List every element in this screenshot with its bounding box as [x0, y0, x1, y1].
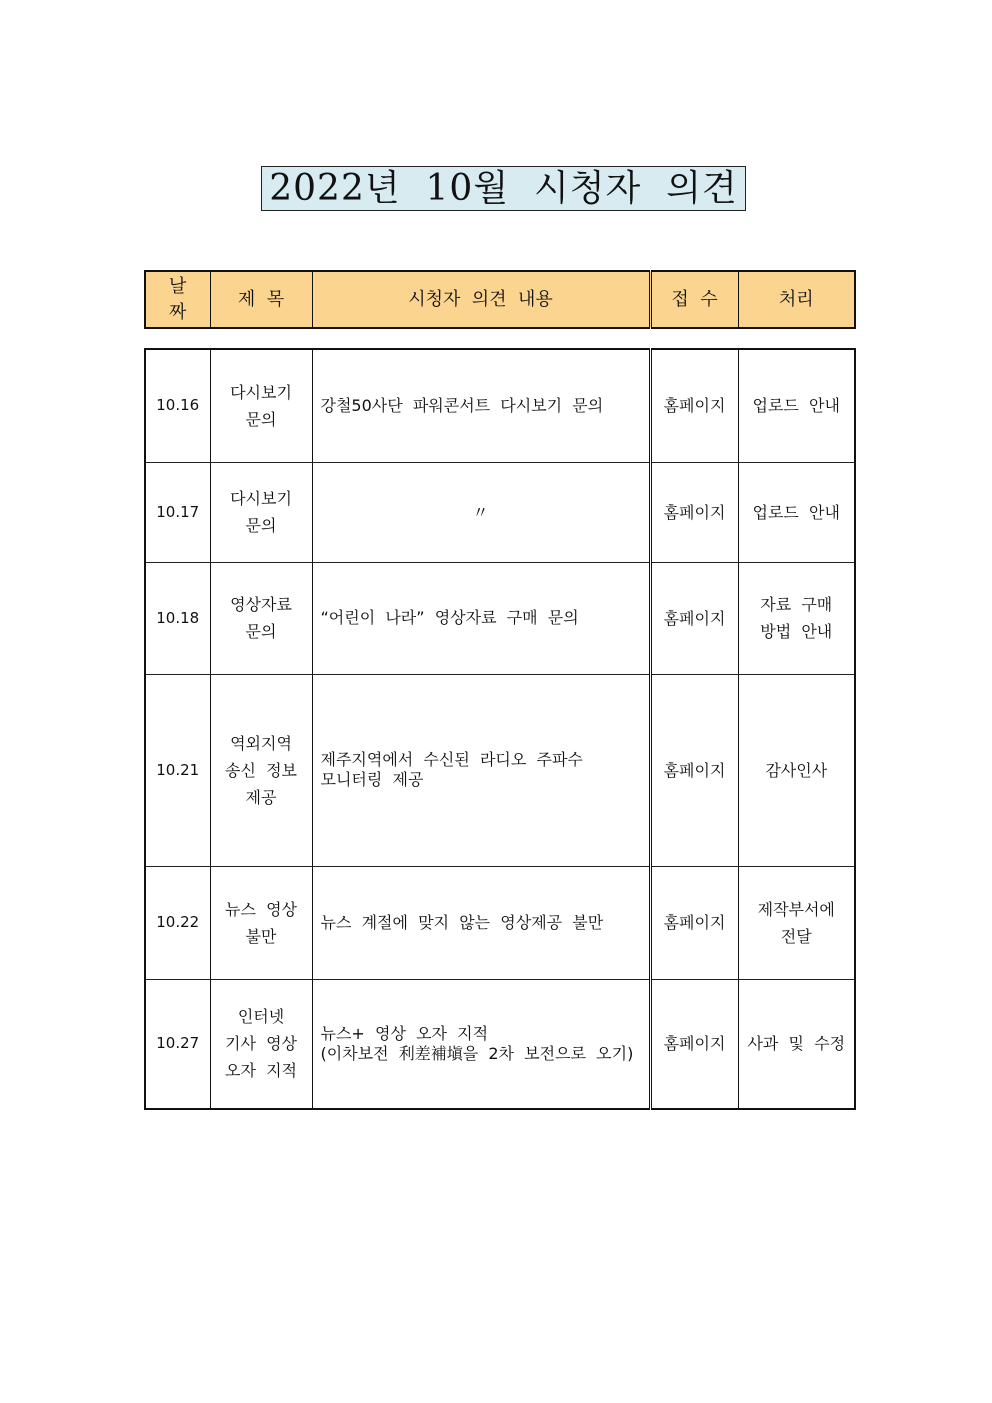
action-line: 방법 안내 — [760, 622, 833, 641]
action-cell — [738, 866, 855, 979]
date-text: 10.17 — [156, 502, 200, 521]
subject-line: 다시보기 — [230, 382, 292, 402]
channel-cell — [650, 562, 738, 674]
channel-text: 홈페이지 — [663, 608, 726, 628]
table-row — [145, 674, 855, 866]
header-table — [144, 270, 856, 329]
subject-line: 다시보기 — [230, 489, 292, 508]
subject-line: 문의 — [245, 516, 277, 535]
action-line: 감사인사 — [765, 760, 828, 780]
action-line: 자료 구매 — [760, 595, 833, 614]
action-cell — [738, 674, 855, 866]
content-line: 뉴스+ 영상 오자 지적 — [320, 1023, 489, 1043]
content-line: 강철50사단 파워콘서트 다시보기 문의 — [320, 395, 604, 415]
content-cell — [312, 674, 650, 866]
opinions-table-body — [145, 349, 855, 1109]
content-cell — [312, 562, 650, 674]
action-line: 제작부서에 — [757, 899, 835, 919]
action-cell — [738, 349, 855, 462]
date-text: 10.27 — [156, 1034, 200, 1053]
header-date-line1: 날 — [169, 275, 187, 297]
date-cell — [145, 674, 210, 866]
subject-line: 제공 — [245, 787, 277, 807]
date-text: 10.18 — [156, 608, 200, 627]
subject-cell — [210, 462, 312, 562]
action-cell — [738, 462, 855, 562]
content-line: “어린이 나라” 영상자료 구매 문의 — [320, 608, 579, 627]
subject-cell — [210, 562, 312, 674]
subject-cell — [210, 979, 312, 1109]
content-cell — [312, 979, 650, 1109]
header-subject: 제 목 — [210, 271, 312, 328]
action-cell — [738, 562, 855, 674]
subject-line: 문의 — [245, 622, 277, 641]
date-cell — [145, 979, 210, 1109]
subject-line: 송신 정보 — [225, 760, 297, 780]
subject-line: 영상자료 — [230, 595, 292, 614]
table-row — [145, 562, 855, 674]
action-line: 업로드 안내 — [752, 502, 840, 522]
channel-cell — [650, 462, 738, 562]
action-line: 업로드 안내 — [752, 396, 840, 416]
header-action: 처리 — [738, 271, 855, 328]
date-cell — [145, 462, 210, 562]
header-date — [145, 271, 210, 328]
action-line: 전달 — [780, 926, 812, 946]
channel-cell — [650, 866, 738, 979]
content-line: (이차보전 利差補塡을 2차 보전으로 오기) — [320, 1043, 634, 1063]
date-cell — [145, 562, 210, 674]
channel-cell — [650, 674, 738, 866]
content-line: 〃 — [472, 502, 489, 522]
table-row — [145, 979, 855, 1109]
page-title: 2022년 10월 시청자 의견 — [269, 167, 738, 209]
subject-line: 불만 — [245, 926, 277, 946]
opinions-table — [144, 348, 856, 1110]
subject-line: 뉴스 영상 — [225, 899, 297, 919]
header-channel: 접 수 — [650, 271, 738, 328]
subject-line: 오자 지적 — [225, 1061, 297, 1081]
subject-line: 기사 영상 — [225, 1034, 297, 1054]
table-row — [145, 866, 855, 979]
channel-text: 홈페이지 — [663, 1034, 726, 1054]
content-cell — [312, 866, 650, 979]
date-text: 10.22 — [156, 913, 200, 931]
subject-line: 역외지역 — [230, 733, 292, 753]
action-line: 사과 및 수정 — [747, 1034, 846, 1054]
date-cell — [145, 349, 210, 462]
channel-cell — [650, 979, 738, 1109]
subject-cell — [210, 866, 312, 979]
table-row — [145, 462, 855, 562]
table-row — [145, 349, 855, 462]
date-text: 10.16 — [156, 396, 200, 415]
subject-line: 인터넷 — [237, 1007, 285, 1027]
channel-text: 홈페이지 — [663, 913, 726, 932]
title-box — [261, 166, 746, 211]
header-date-line2: 짜 — [169, 301, 187, 323]
channel-cell — [650, 349, 738, 462]
channel-text: 홈페이지 — [663, 396, 726, 416]
content-line: 뉴스 계절에 맞지 않는 영상제공 불만 — [320, 912, 604, 932]
content-cell — [312, 462, 650, 562]
content-cell — [312, 349, 650, 462]
subject-cell — [210, 674, 312, 866]
header-row — [145, 271, 855, 328]
channel-text: 홈페이지 — [663, 760, 726, 780]
subject-line: 문의 — [245, 409, 277, 429]
header-content: 시청자 의견 내용 — [312, 271, 650, 328]
content-line: 제주지역에서 수신된 라디오 주파수 — [320, 750, 583, 769]
channel-text: 홈페이지 — [663, 502, 726, 522]
content-line: 모니터링 제공 — [320, 770, 424, 789]
subject-cell — [210, 349, 312, 462]
date-cell — [145, 866, 210, 979]
date-text: 10.21 — [156, 760, 200, 779]
action-cell — [738, 979, 855, 1109]
